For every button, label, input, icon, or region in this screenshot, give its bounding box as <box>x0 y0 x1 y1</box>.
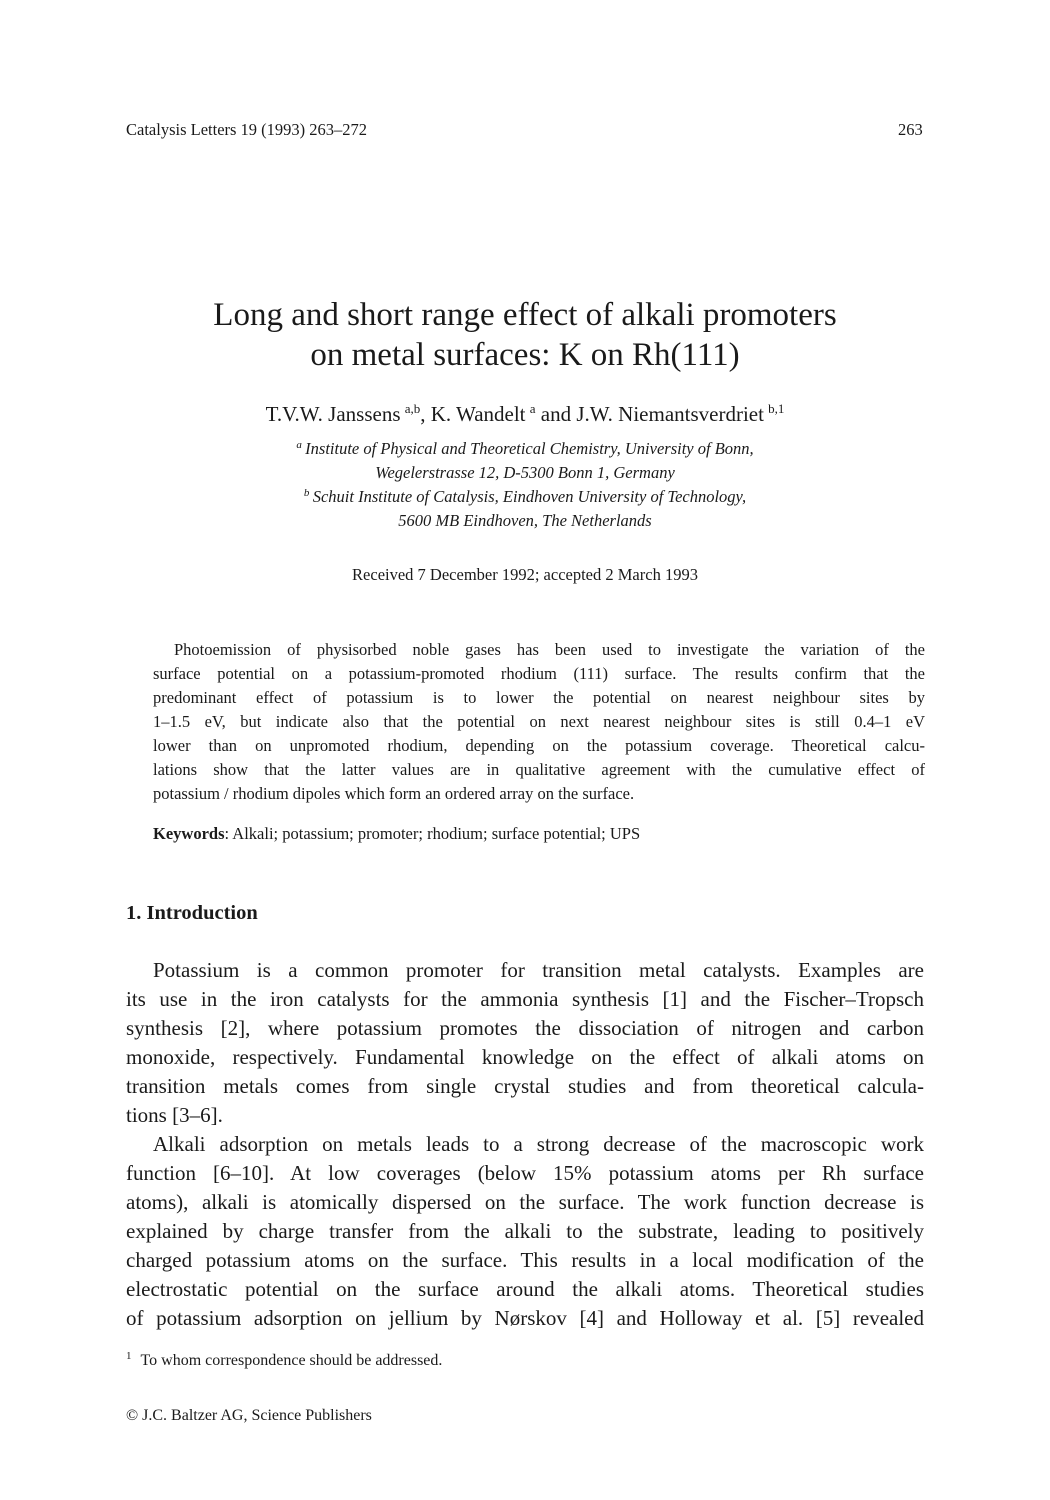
abstract-line: potassium / rhodium dipoles which form an ordered array on the surface. <box>153 784 635 803</box>
body-line: its use in the iron catalysts for the ammonia synthesis [1] and the Fischer–Tropsch <box>126 987 924 1011</box>
keywords-label: Keywords <box>153 824 225 843</box>
affiliation-b-line-1 <box>0 487 1050 507</box>
copyright: © J.C. Baltzer AG, Science Publishers <box>126 1407 372 1424</box>
footnote <box>126 1352 442 1370</box>
footnote-text: To whom correspondence should be addressed. <box>140 1352 443 1369</box>
author-list <box>0 402 1050 427</box>
keywords <box>153 824 640 844</box>
author-name: K. Wandelt <box>430 402 526 426</box>
body-line: monoxide, respectively. Fundamental knowledge on the effect of alkali atoms on <box>126 1045 924 1069</box>
body-line: charged potassium atoms on the surface. This results in a local modification of the <box>126 1248 924 1272</box>
body-line: function [6–10]. At low coverages (below 15% potassium atoms per Rh surface <box>126 1161 924 1185</box>
body-line: tions [3–6]. <box>126 1103 223 1127</box>
abstract-line: surface potential on a potassium-promoted rhodium (111) surface. The results confirm that the <box>153 664 925 683</box>
author-separator: and <box>535 402 577 426</box>
affiliation-text: Institute of Physical and Theoretical Chemistry, University of Bonn, <box>305 439 754 458</box>
title-line-1: Long and short range effect of alkali promoters <box>213 297 837 333</box>
author-affiliation-mark: a <box>529 401 536 416</box>
abstract-line: Photoemission of physisorbed noble gases has been used to investigate the variation of the <box>174 640 925 659</box>
body-line: Potassium is a common promoter for transition metal catalysts. Examples are <box>153 958 924 982</box>
keywords-text: : Alkali; potassium; promoter; rhodium; surface potential; UPS <box>224 824 641 843</box>
author-name: T.V.W. Janssens <box>265 402 401 426</box>
page-number: 263 <box>898 120 923 139</box>
section-heading: 1. Introduction <box>126 902 258 924</box>
abstract-line: lower than on unpromoted rhodium, depending on the potassium coverage. Theoretical calcu- <box>153 736 925 755</box>
affiliation-b-line-2: 5600 MB Eindhoven, The Netherlands <box>398 511 652 530</box>
running-head: Catalysis Letters 19 (1993) 263–272 <box>126 120 368 139</box>
body-line: of potassium adsorption on jellium by Nørskov [4] and Holloway et al. [5] revealed <box>126 1306 924 1330</box>
body-line: synthesis [2], where potassium promotes the dissociation of nitrogen and carbon <box>126 1016 924 1040</box>
body-line: transition metals comes from single crystal studies and from theoretical calcula- <box>126 1074 924 1098</box>
footnote-mark: 1 <box>126 1350 132 1362</box>
abstract-line: 1–1.5 eV, but indicate also that the potential on next nearest neighbour sites is still 0.4–1 eV <box>153 712 925 731</box>
author-affiliation-mark: b,1 <box>768 401 785 416</box>
body-line: explained by charge transfer from the alkali to the substrate, leading to positively <box>126 1219 924 1243</box>
affiliation-a-line-2: Wegelerstrasse 12, D-5300 Bonn 1, Germany <box>375 463 675 482</box>
affiliation-mark: b <box>303 487 310 499</box>
title-line-2: on metal surfaces: K on Rh(111) <box>310 337 740 373</box>
abstract-line: lations show that the latter values are in qualitative agreement with the cumulative effect of <box>153 760 925 779</box>
body-line: Alkali adsorption on metals leads to a strong decrease of the macroscopic work <box>153 1132 924 1156</box>
body-line: atoms), alkali is atomically dispersed on the surface. The work function decrease is <box>126 1190 924 1214</box>
affiliation-a-line-1 <box>0 439 1050 459</box>
author-separator: , <box>420 402 431 426</box>
abstract-line: predominant effect of potassium is to lower the potential on nearest neighbour sites by <box>153 688 925 707</box>
received-dates: Received 7 December 1992; accepted 2 March 1993 <box>352 565 698 584</box>
author-name: J.W. Niemantsverdriet <box>576 402 764 426</box>
affiliation-text: Schuit Institute of Catalysis, Eindhoven University of Technology, <box>312 487 747 506</box>
body-line: electrostatic potential on the surface around the alkali atoms. Theoretical studies <box>126 1277 924 1301</box>
affiliation-mark: a <box>296 439 302 451</box>
author-affiliation-mark: a,b <box>404 401 421 416</box>
